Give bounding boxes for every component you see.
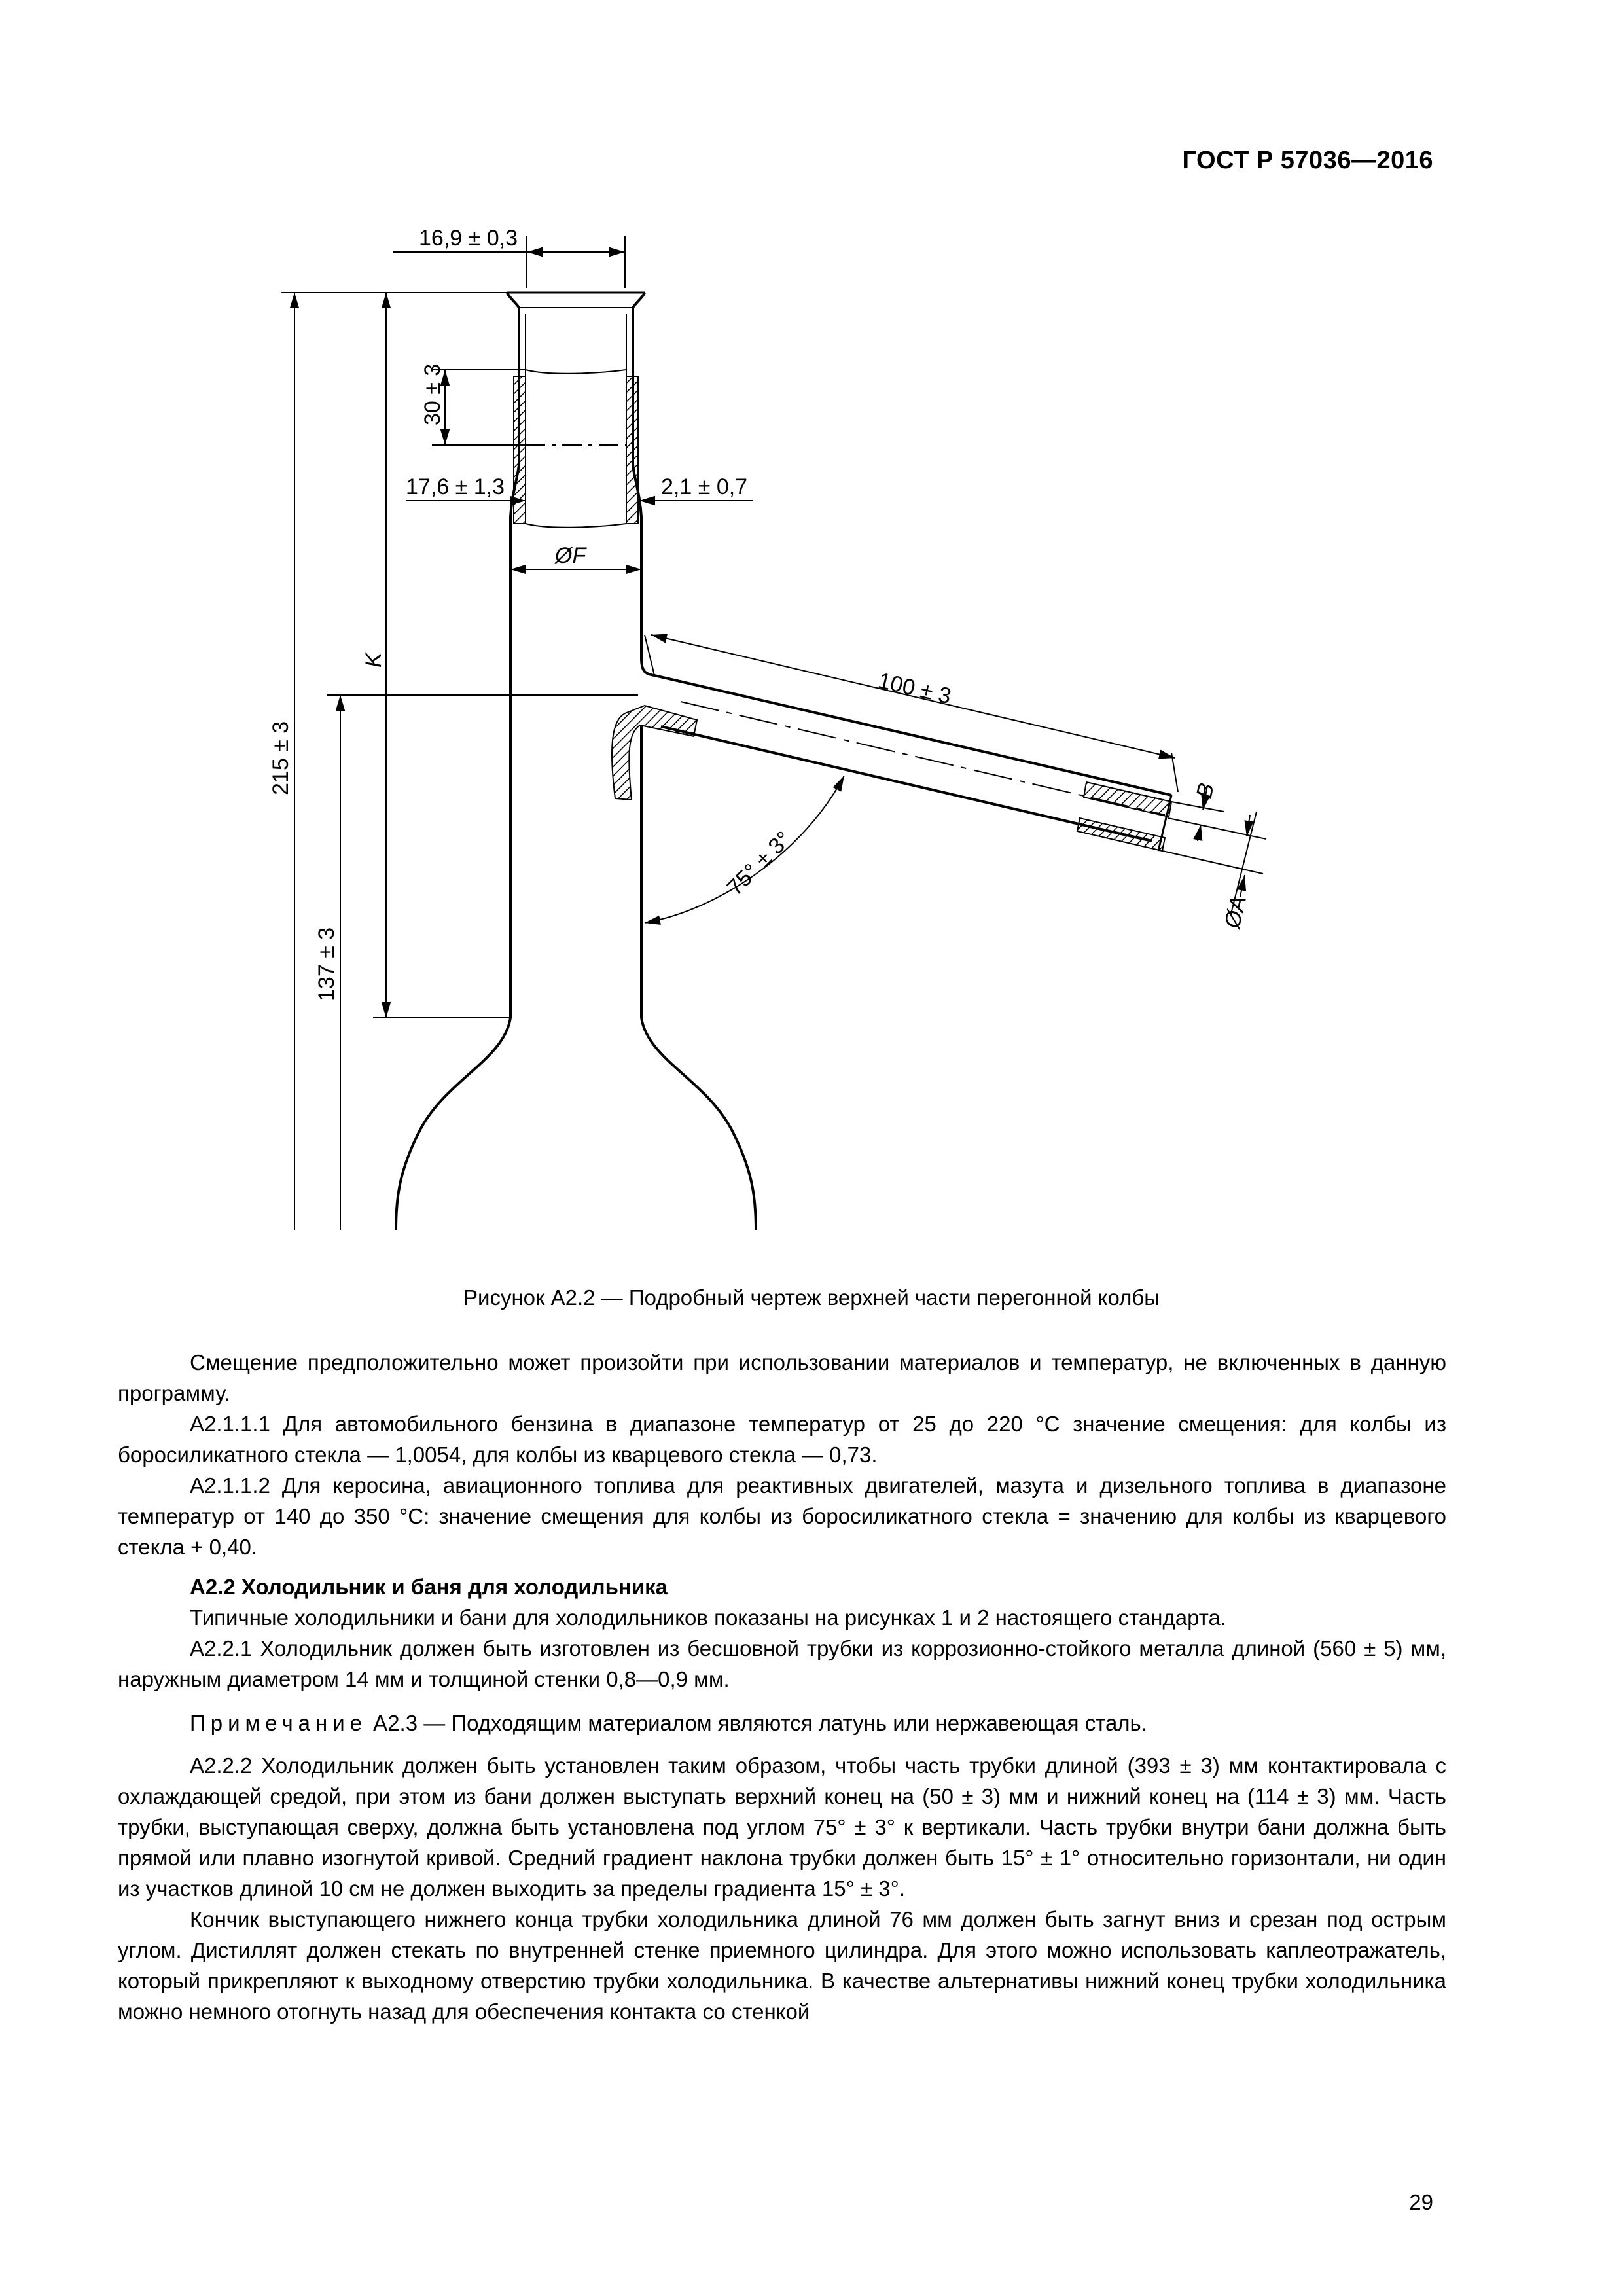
dim-b: B xyxy=(1191,781,1219,801)
paragraph: Типичные холодильники и бани для холодильников показаны на рисунках 1 и 2 настоящего стандарта. xyxy=(190,1605,1226,1630)
paragraph: А2.2.1 Холодильник должен быть изготовлен из бесшовной трубки из коррозионно-стойкого металла длиной (560 ± 5) мм, наружным диаметром 14 мм и толщиной стенки 0,8—0,9 мм. xyxy=(118,1636,1446,1691)
dim-k: K xyxy=(361,653,386,668)
note-label: Примечание xyxy=(190,1711,368,1735)
page-number: 29 xyxy=(1409,2190,1433,2214)
paragraph: Кончик выступающего нижнего конца трубки холодильника длиной 76 мм должен быть загнут вниз и срезан под острым углом. Дистиллят должен стекать по внутренней стенке приемного цилиндра. Для этого можно использовать каплеотражатель, который прикрепляют к выходному отверстию трубки холодильника. В качестве альтернативы нижний конец трубки холодильника можно немного отогнуть назад для обеспечения контакта со стенкой xyxy=(118,1907,1446,2024)
neck-wall-hatch-right xyxy=(626,376,638,524)
paragraph: А2.1.1.2 Для керосина, авиационного топлива для реактивных двигателей, мазута и дизельного топлива в диапазоне температур от 140 до 350 °С: значение смещения для колбы из боросиликатного стекла = значению для колбы из кварцевого стекла + 0,40. xyxy=(118,1473,1446,1559)
body-text xyxy=(118,1347,1446,2027)
dim-angle: 75° ± 3° xyxy=(722,826,796,901)
dim-f: ØF xyxy=(555,543,586,568)
side-tube-end-hatch xyxy=(1084,782,1171,817)
paragraph: А2.1.1.1 Для автомобильного бензина в диапазоне температур от 25 до 220 °С значение смещения: для колбы из боросиликатного стекла — 1,0054, для колбы из кварцевого стекла — 0,73. xyxy=(118,1412,1446,1467)
side-joint-hatch xyxy=(612,706,697,800)
dim-total-height: 215 ± 3 xyxy=(268,721,293,795)
section-heading: А2.2 Холодильник и баня для холодильника xyxy=(190,1575,668,1599)
note-text: А2.3 — Подходящим материалом являются латунь или нержавеющая сталь. xyxy=(367,1711,1147,1735)
document-header: ГОСТ Р 57036—2016 xyxy=(1182,147,1433,174)
paragraph: Смещение предположительно может произойти при использовании материалов и температур, не включенных в данную программу. xyxy=(118,1350,1446,1405)
dim-neck-depth: 30 ± 3 xyxy=(420,363,445,425)
note xyxy=(118,1708,1446,1738)
flask-bulb xyxy=(396,1018,510,1230)
dim-side-height: 137 ± 3 xyxy=(314,927,339,1001)
dim-side-tube-length: 100 ± 3 xyxy=(876,668,954,709)
neck-wall-hatch-left xyxy=(514,376,526,524)
dim-wall-thickness: 2,1 ± 0,7 xyxy=(661,475,748,499)
dim-a: ØA xyxy=(1219,893,1251,931)
paragraph: А2.2.2 Холодильник должен быть установлен таким образом, чтобы часть трубки длиной (393 ± 3) мм контактировала с охлаждающей средой, при этом из бани должен выступать верхний конец на (50 ± 3) мм и нижний конец на (114 ± 3) мм. Часть трубки, выступающая сверху, должна быть установлена под углом 75° ± 3° к вертикали. Часть трубки внутри бани должна быть прямой или плавно изогнутой кривой. Средний градиент наклона трубки должен быть 15° ± 1° относительно горизонтали, ни один из участков длиной 10 см не должен выходить за пределы градиента 15° ± 3°. xyxy=(118,1753,1446,1901)
dim-inner-diameter: 17,6 ± 1,3 xyxy=(406,475,505,499)
figure-caption: Рисунок А2.2 — Подробный чертеж верхней части перегонной колбы xyxy=(463,1285,1160,1310)
dim-top-width: 16,9 ± 0,3 xyxy=(419,226,518,251)
